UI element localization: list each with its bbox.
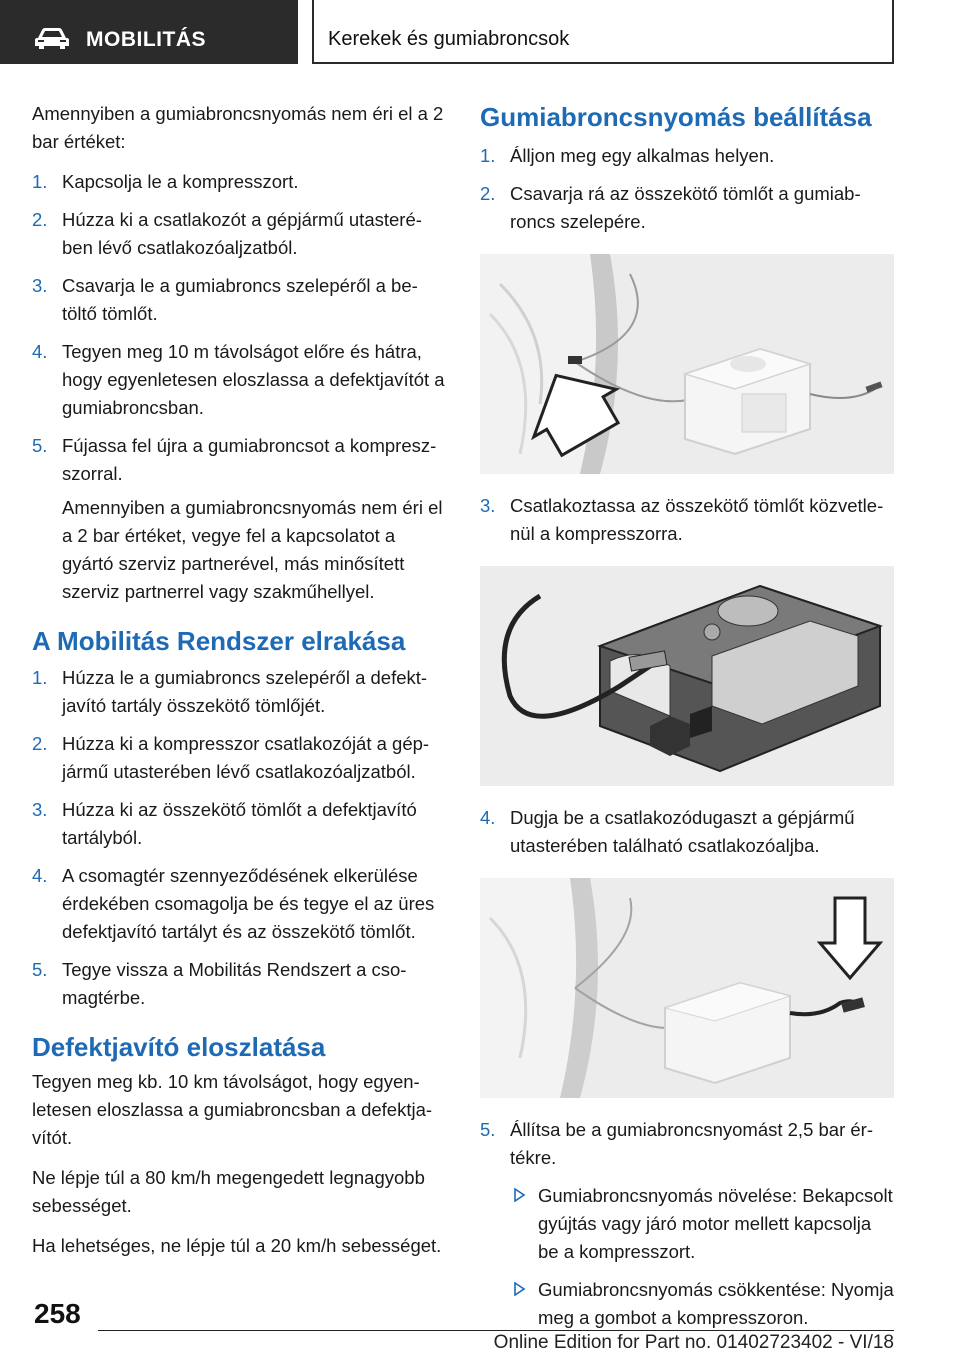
step-text: Húzza le a gumiabroncs szelepéről a defektjavító tartály összekötő tömlőjét. — [62, 667, 428, 716]
step-number: 2. — [480, 183, 496, 204]
compressor-figure — [480, 566, 894, 786]
illustration-tire-valve — [480, 254, 894, 474]
bullet-item — [510, 1182, 894, 1266]
step-number: 4. — [32, 865, 48, 886]
intro-text: Amennyiben a gumiabroncsnyomás nem éri el a 2 bar értéket: — [32, 103, 444, 152]
step-number: 5. — [480, 1119, 496, 1140]
list-item — [480, 492, 894, 548]
footer-edition: Online Edition for Part no. 01402723402 - VI/18 — [493, 1332, 894, 1353]
paragraph: Ne lépje túl a 80 km/h megengedett legnagyobb sebességet. — [32, 1167, 425, 1216]
left-column — [32, 100, 446, 1272]
step-text: Csavarja rá az összekötő tömlőt a gumiabroncs szelepére. — [510, 183, 861, 232]
step-text: Húzza ki a csatlakozót a gépjármű utasterében lévő csatlakozóaljzatból. — [62, 209, 422, 258]
step-text: Fújassa fel újra a gumiabroncsot a kompreszszorral. — [62, 435, 437, 484]
list-item — [32, 206, 446, 262]
step-number: 3. — [32, 275, 48, 296]
step-number: 2. — [32, 209, 48, 230]
page-number: 258 — [34, 1298, 81, 1329]
bullet-text: Gumiabroncsnyomás csökkentése: Nyomja meg a gombot a kompresszoron. — [538, 1279, 894, 1328]
bullet-item — [510, 1276, 894, 1332]
step-number: 4. — [32, 341, 48, 362]
step-number: 3. — [32, 799, 48, 820]
right-column — [480, 100, 894, 1342]
bullet-text: Gumiabroncsnyomás növelése: Bekapcsolt gyújtás vagy járó motor mellett kapcsolja be a kompresszort. — [538, 1185, 893, 1262]
step-number: 1. — [32, 171, 48, 192]
step-number: 5. — [32, 435, 48, 456]
steps-list-2 — [32, 664, 446, 1012]
tire-valve-figure — [480, 254, 894, 474]
chapter-title: MOBILITÁS — [86, 28, 206, 51]
heading-distribution: Defektjavító eloszlatása — [32, 1032, 326, 1062]
list-item — [480, 142, 894, 170]
step-number: 1. — [480, 145, 496, 166]
step-number: 2. — [32, 733, 48, 754]
illustration-compressor — [480, 566, 894, 786]
heading-storage: A Mobilitás Rendszer elrakása — [32, 626, 406, 656]
section-title: Kerekek és gumiabroncsok — [328, 28, 570, 50]
list-item — [480, 180, 894, 236]
paragraph: Tegyen meg kb. 10 km távolságot, hogy egyenletesen eloszlassa a gumiabroncsban a defektjavítót. — [32, 1071, 433, 1148]
car-icon — [34, 26, 70, 50]
steps-list-3 — [480, 142, 894, 236]
step-text: Állítsa be a gumiabroncsnyomást 2,5 bar értékre. — [510, 1119, 873, 1168]
step-text: Dugja be a csatlakozódugaszt a gépjármű utasterében található csatlakozóaljba. — [510, 807, 855, 856]
list-item — [32, 432, 446, 606]
header-section — [312, 0, 894, 64]
steps-list-1 — [32, 168, 446, 606]
bullet-list — [510, 1182, 894, 1332]
steps-list-5 — [480, 804, 894, 860]
step-text: A csomagtér szennyeződésének elkerülése érdekében csomagolja be és tegye el az üres defektjavító tartályt és az összekötő tömlőt. — [62, 865, 435, 942]
list-item — [32, 338, 446, 422]
list-item — [32, 168, 446, 196]
triangle-bullet-icon — [512, 1188, 526, 1202]
list-item — [32, 272, 446, 328]
steps-list-6 — [480, 1116, 894, 1332]
step-text: Kapcsolja le a kompresszort. — [62, 171, 299, 192]
step-text: Tegyen meg 10 m távolságot előre és hátra, hogy egyenletesen eloszlassa a defektjavítót a gumiabroncsban. — [62, 341, 445, 418]
step-number: 5. — [32, 959, 48, 980]
paragraph: Ha lehetséges, ne lépje túl a 20 km/h sebességet. — [32, 1235, 442, 1256]
step-note: Amennyiben a gumiabroncsnyomás nem éri el a 2 bar értéket, vegye fel a kapcsolatot a gyártó szerviz partnerével, más minősített szerviz partnerrel vagy szakműhellyel. — [62, 497, 443, 602]
footer-divider — [98, 1330, 894, 1331]
header-chapter-tab — [0, 0, 298, 64]
list-item — [32, 796, 446, 852]
list-item — [480, 804, 894, 860]
step-text: Csavarja le a gumiabroncs szelepéről a betöltő tömlőt. — [62, 275, 418, 324]
power-socket-figure — [480, 878, 894, 1098]
step-text: Húzza ki az összekötő tömlőt a defektjavító tartályból. — [62, 799, 417, 848]
step-text: Húzza ki a kompresszor csatlakozóját a gépjármű utasterében lévő csatlakozóaljzatból. — [62, 733, 430, 782]
step-number: 4. — [480, 807, 496, 828]
step-number: 3. — [480, 495, 496, 516]
list-item — [32, 664, 446, 720]
list-item — [480, 1116, 894, 1332]
steps-list-4 — [480, 492, 894, 548]
triangle-bullet-icon — [512, 1282, 526, 1296]
list-item — [32, 956, 446, 1012]
step-text: Csatlakoztassa az összekötő tömlőt közvetlenül a kompresszorra. — [510, 495, 884, 544]
list-item — [32, 730, 446, 786]
step-text: Tegye vissza a Mobilitás Rendszert a csomagtérbe. — [62, 959, 407, 1008]
illustration-power-socket — [480, 878, 894, 1098]
list-item — [32, 862, 446, 946]
heading-pressure: Gumiabroncsnyomás beállítása — [480, 102, 872, 132]
step-number: 1. — [32, 667, 48, 688]
step-text: Álljon meg egy alkalmas helyen. — [510, 145, 775, 166]
